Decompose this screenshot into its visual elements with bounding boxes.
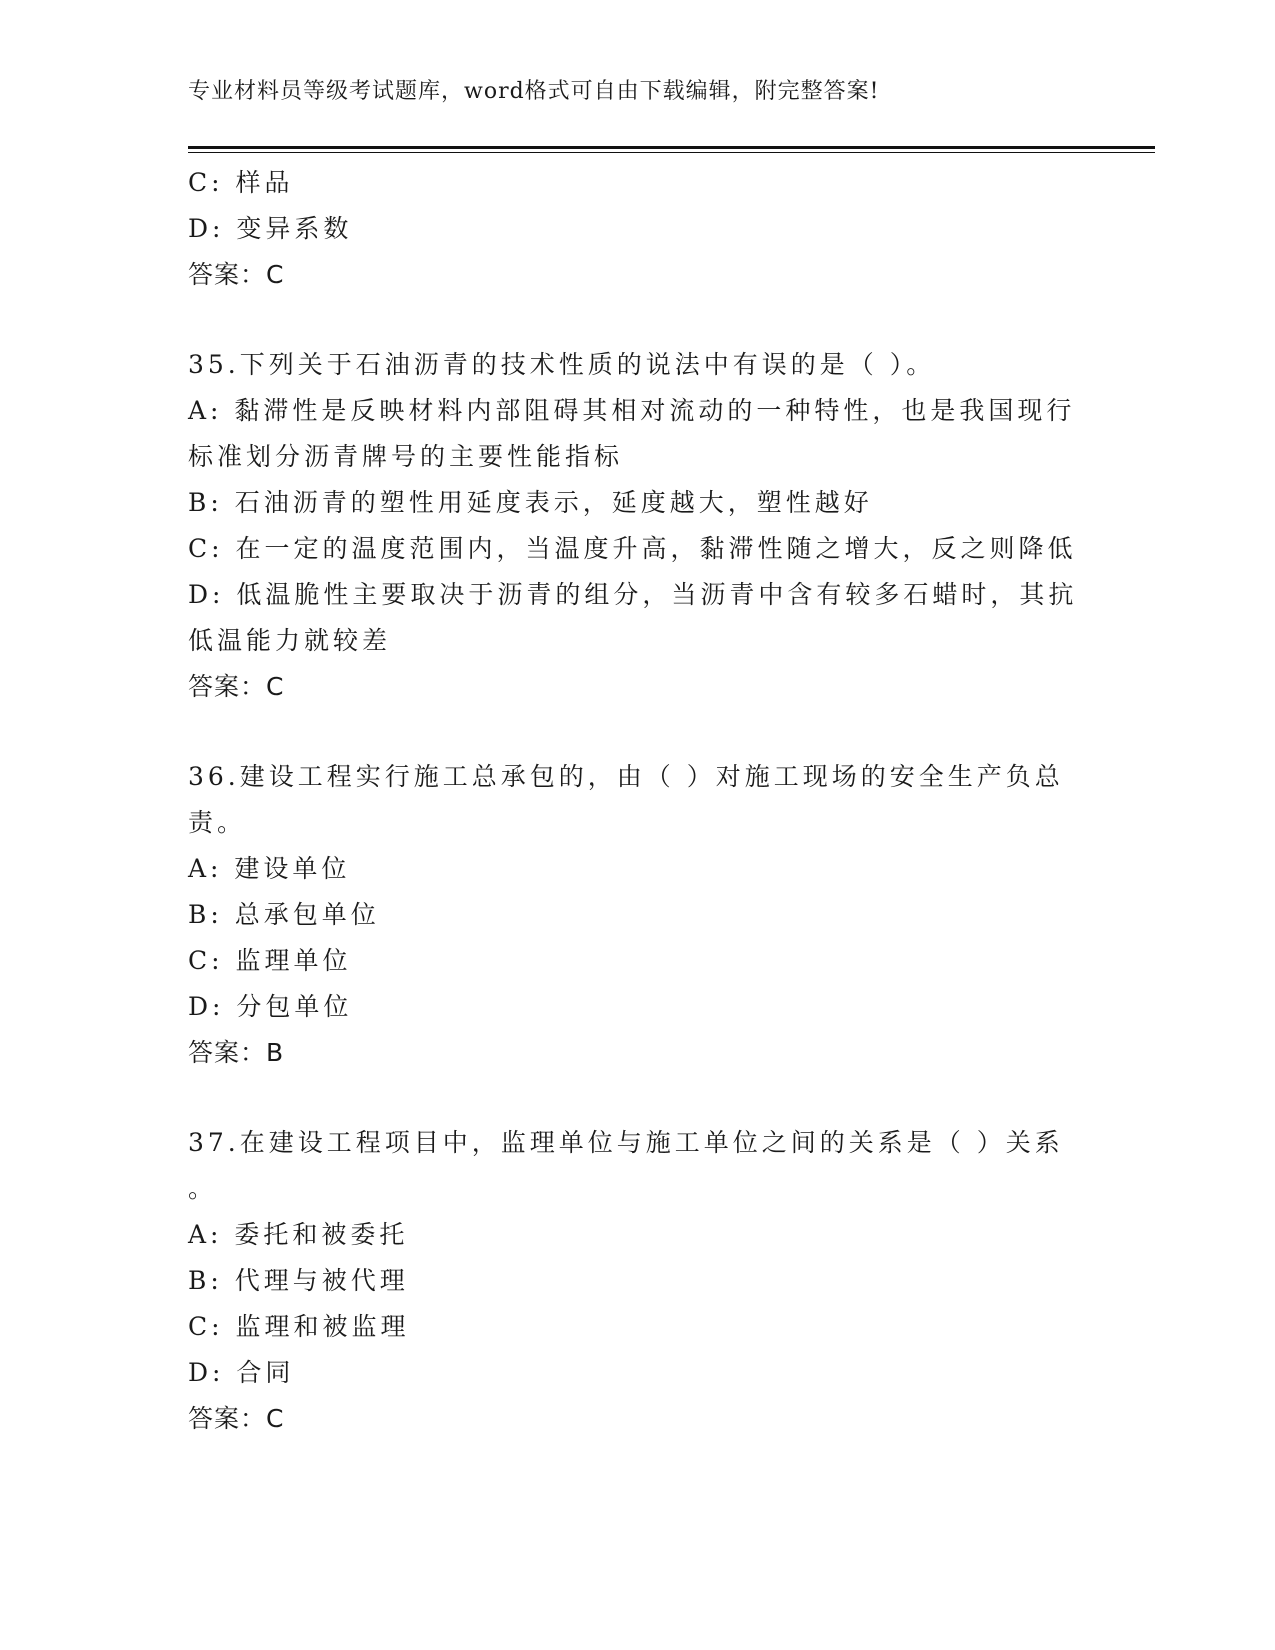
option-c: C: 在一定的温度范围内，当温度升高，黏滞性随之增大，反之则降低 <box>188 534 1077 563</box>
header-rule-thick <box>188 146 1155 149</box>
option-d: D: 分包单位 <box>188 992 353 1021</box>
spacer <box>188 1076 1088 1120</box>
prev-question-tail <box>188 160 1088 298</box>
option-d: D: 合同 <box>188 1358 295 1387</box>
answer-line: 答案：B <box>188 1038 285 1067</box>
question-stem: 36.建设工程实行施工总承包的，由（ ）对施工现场的安全生产负总 <box>188 762 1064 791</box>
spacer <box>188 298 1088 342</box>
question-stem-continued: 。 <box>188 1174 218 1203</box>
option-b: B: 石油沥青的塑性用延度表示，延度越大，塑性越好 <box>188 488 873 517</box>
option-c: C: 监理单位 <box>188 946 352 975</box>
question-37 <box>188 1120 1088 1442</box>
option-b: B: 代理与被代理 <box>188 1266 409 1295</box>
spacer <box>188 710 1088 754</box>
option-a: A: 委托和被委托 <box>188 1220 409 1249</box>
option-line: C: 样品 <box>188 168 294 197</box>
option-line: D: 变异系数 <box>188 214 353 243</box>
question-35 <box>188 342 1088 710</box>
option-d: D: 低温脆性主要取决于沥青的组分，当沥青中含有较多石蜡时，其抗 <box>188 580 1078 609</box>
option-d-continued: 低温能力就较差 <box>188 626 392 655</box>
question-36 <box>188 754 1088 1076</box>
option-b: B: 总承包单位 <box>188 900 380 929</box>
header-rule-thin <box>188 152 1155 153</box>
answer-line: 答案：C <box>188 260 285 289</box>
option-c: C: 监理和被监理 <box>188 1312 410 1341</box>
answer-line: 答案：C <box>188 672 285 701</box>
question-stem-continued: 责。 <box>188 808 247 837</box>
option-a: A: 黏滞性是反映材料内部阻碍其相对流动的一种特性，也是我国现行 <box>188 396 1076 425</box>
option-a: A: 建设单位 <box>188 854 351 883</box>
question-stem: 37.在建设工程项目中，监理单位与施工单位之间的关系是（ ）关系 <box>188 1128 1064 1157</box>
page-header: 专业材料员等级考试题库，word格式可自由下载编辑，附完整答案! <box>188 79 880 104</box>
option-a-continued: 标准划分沥青牌号的主要性能指标 <box>188 442 624 471</box>
question-content <box>188 160 1088 1442</box>
answer-line: 答案：C <box>188 1404 285 1433</box>
question-stem: 35.下列关于石油沥青的技术性质的说法中有误的是（ ）。 <box>188 350 936 379</box>
